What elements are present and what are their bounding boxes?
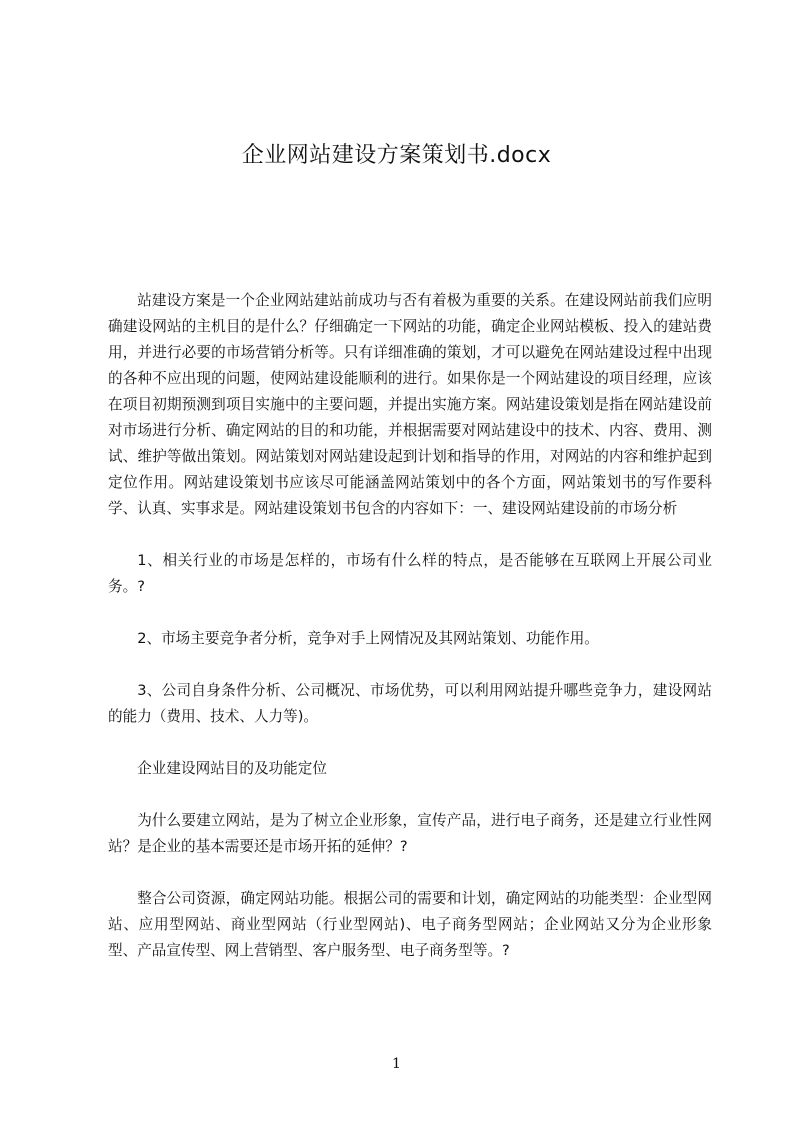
page-number: 1 xyxy=(392,1056,401,1072)
section-heading: 企业建设网站目的及功能定位 xyxy=(137,760,327,777)
document-body xyxy=(108,288,712,964)
paragraph-function: 整合公司资源，确定网站功能。根据公司的需要和计划，确定网站的功能类型：企业型网站、应用型网站、商业型网站（行业型网站)、电子商务型网站；企业网站又分为企业形象型、产品宣传型、网上营销型、客户服务型、电子商务型等。? xyxy=(108,890,712,959)
paragraph-item-1: 1、相关行业的市场是怎样的，市场有什么样的特点，是否能够在互联网上开展公司业务。? xyxy=(108,552,712,595)
document-title: 企业网站建设方案策划书.docx xyxy=(241,143,552,168)
paragraph-item-2: 2、市场主要竞争者分析，竞争对手上网情况及其网站策划、功能作用。 xyxy=(137,630,599,647)
paragraph-purpose: 为什么要建立网站，是为了树立企业形象，宣传产品，进行电子商务，还是建立行业性网站？是企业的基本需要还是市场开拓的延伸？? xyxy=(108,812,712,855)
paragraph-intro: 站建设方案是一个企业网站建站前成功与否有着极为重要的关系。在建设网站前我们应明确建设网站的主机目的是什么？仔细确定一下网站的功能，确定企业网站模板、投入的建站费用，并进行必要的市场营销分析等。只有详细准确的策划，才可以避免在网站建设过程中出现的各种不应出现的问题，使网站建设能顺利的进行。如果你是一个网站建设的项目经理，应该在项目初期预测到项目实施中的主要问题，并提出实施方案。网站建设策划是指在网站建设前对市场进行分析、确定网站的目的和功能，并根据需要对网站建设中的技术、内容、费用、测试、维护等做出策划。网站策划对网站建设起到计划和指导的作用，对网站的内容和维护起到定位作用。网站建设策划书应该尽可能涵盖网站策划中的各个方面，网站策划书的写作要科学、认真、实事求是。网站建设策划书包含的内容如下：一、建设网站建设前的市场分析 xyxy=(108,292,712,517)
paragraph-item-3: 3、公司自身条件分析、公司概况、市场优势，可以利用网站提升哪些竞争力，建设网站的能力（费用、技术、人力等)。 xyxy=(108,682,712,725)
